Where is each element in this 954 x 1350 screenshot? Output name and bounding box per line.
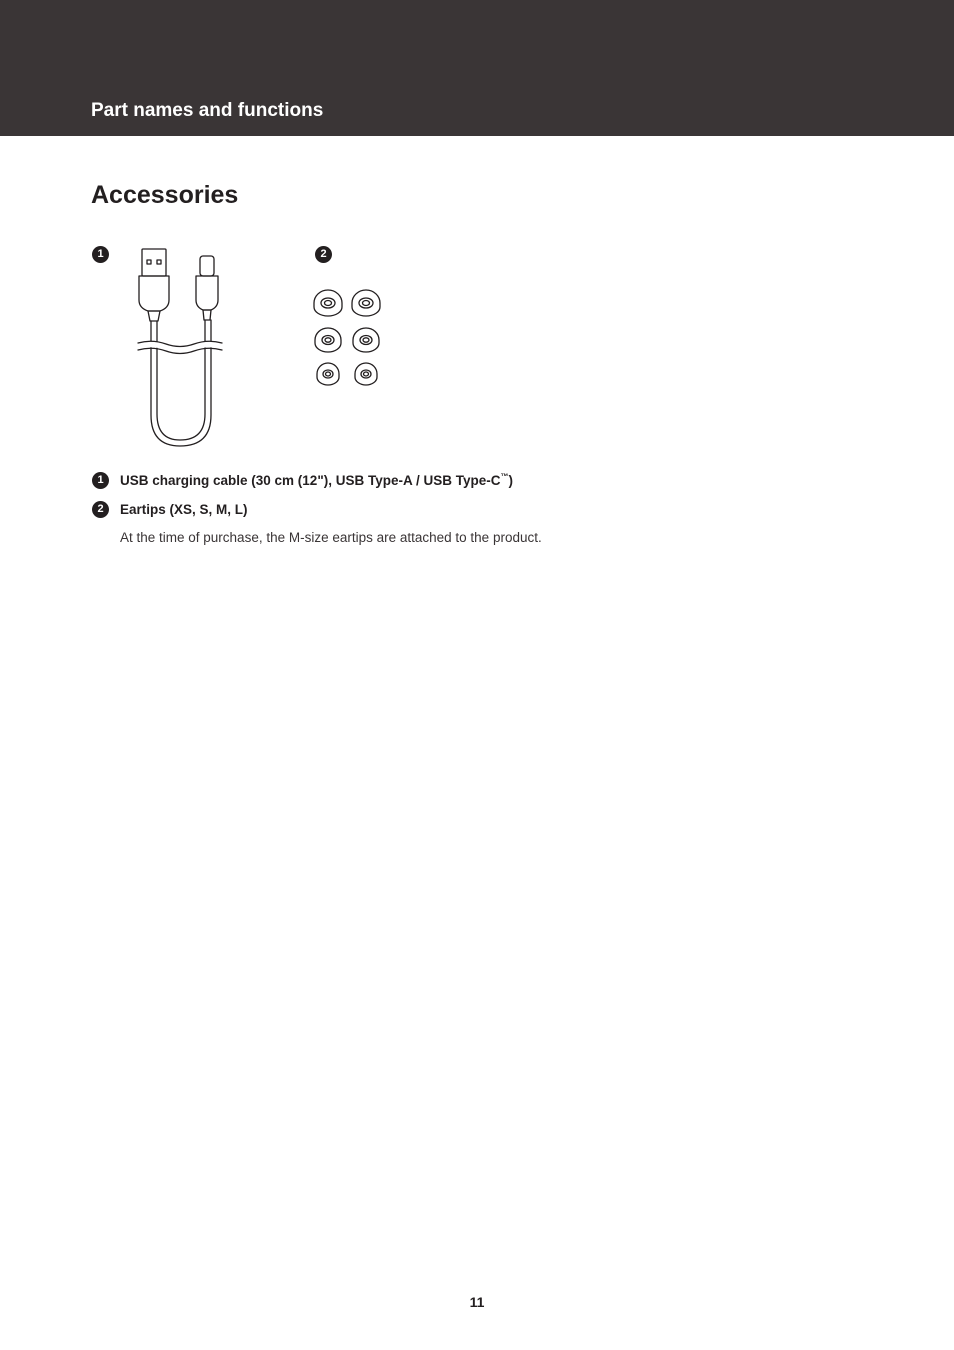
item-1-number: 1 xyxy=(92,472,109,489)
usb-cable-icon xyxy=(138,249,222,446)
item-2-note: At the time of purchase, the M-size eartips are attached to the product. xyxy=(120,530,542,545)
section-title: Part names and functions xyxy=(91,100,324,121)
accessories-illustration xyxy=(0,0,954,470)
item-2-title: Eartips (XS, S, M, L) xyxy=(120,502,248,517)
page-number: 11 xyxy=(469,1294,485,1310)
item-1-title: USB charging cable (30 cm (12"), USB Type-A / USB Type-C™) xyxy=(120,472,513,488)
eartips-icon xyxy=(314,290,380,385)
page-heading: Accessories xyxy=(91,181,239,209)
figure-callout-2: 2 xyxy=(315,246,332,263)
item-2-number: 2 xyxy=(92,501,109,518)
figure-callout-1: 1 xyxy=(92,246,109,263)
